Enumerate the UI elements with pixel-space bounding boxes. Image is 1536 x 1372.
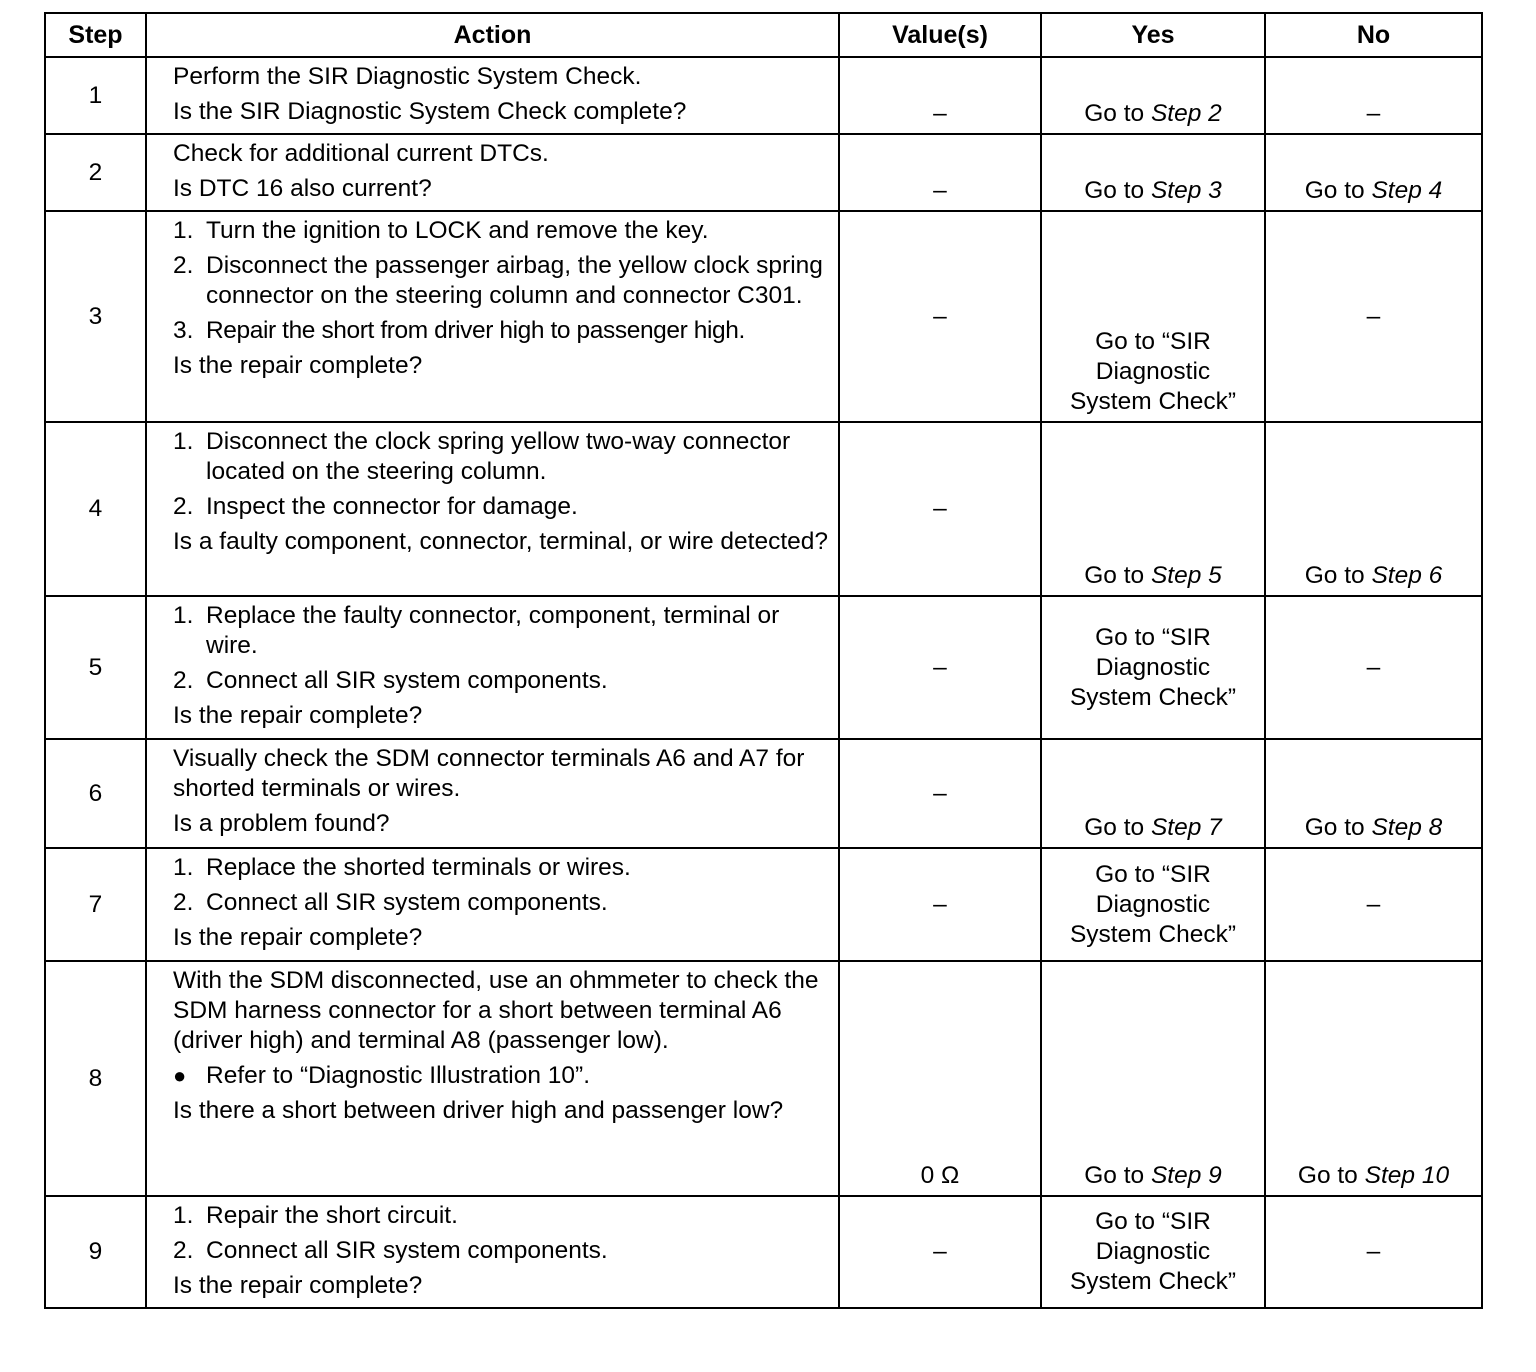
yes-goto-prefix: Go to: [1084, 814, 1145, 841]
yes-cell: [1041, 961, 1265, 1196]
no-goto-prefix: Go to: [1304, 177, 1365, 204]
yes-cell: [1041, 739, 1265, 848]
step-number: 2: [45, 134, 146, 211]
table-row-step-6: [45, 739, 1482, 848]
action-cell: [146, 211, 839, 422]
action-cell: [146, 848, 839, 961]
no-cell: –: [1265, 57, 1482, 134]
action-question: Is a faulty component, connector, terminal, or wire detected?: [173, 528, 829, 555]
table-row-step-4: [45, 422, 1482, 596]
no-cell: –: [1265, 596, 1482, 739]
no-cell: [1265, 134, 1482, 211]
action-text: Visually check the SDM connector terminals A6 and A7 for shorted terminals or wires.: [173, 745, 805, 802]
header-no: No: [1265, 13, 1482, 57]
action-question: Is the repair complete?: [173, 352, 423, 379]
yes-cell: Go to “SIR Diagnostic System Check”: [1041, 848, 1265, 961]
value-cell: –: [839, 211, 1041, 422]
yes-cell: Go to “SIR Diagnostic System Check”: [1041, 211, 1265, 422]
action-list-item: 3. Repair the short from driver high to passenger high.: [173, 317, 745, 344]
yes-cell: [1041, 57, 1265, 134]
yes-cell: [1041, 422, 1265, 596]
step-number: 3: [45, 211, 146, 422]
action-cell: [146, 422, 839, 596]
action-cell: [146, 596, 839, 739]
bullet-icon: ●: [173, 1063, 187, 1088]
header-step: Step: [45, 13, 146, 57]
step-number: 7: [45, 848, 146, 961]
action-text: Perform the SIR Diagnostic System Check.: [173, 63, 642, 90]
value-cell: 0 Ω: [839, 961, 1041, 1196]
value-cell: –: [839, 739, 1041, 848]
yes-goto-step: Step 7: [1150, 814, 1222, 841]
action-question: Is there a short between driver high and passenger low?: [173, 1097, 784, 1124]
action-bullet-item: ● Refer to “Diagnostic Illustration 10”.: [173, 1062, 590, 1089]
action-list-item: 1. Replace the shorted terminals or wires.: [173, 854, 631, 881]
diagnostic-table-page: [44, 12, 1481, 1309]
no-goto-prefix: Go to: [1304, 562, 1365, 589]
header-action: Action: [146, 13, 839, 57]
action-cell: [146, 739, 839, 848]
yes-goto-prefix: Go to: [1084, 1162, 1145, 1189]
yes-goto-step: Step 5: [1150, 562, 1222, 589]
action-text: With the SDM disconnected, use an ohmmeter to check the SDM harness connector for a short between terminal A6 (driver high) and terminal A8 (passenger low).: [173, 967, 819, 1054]
action-question: Is the repair complete?: [173, 1272, 423, 1299]
action-question: Is the SIR Diagnostic System Check complete?: [173, 98, 687, 125]
action-list-item: 2. Disconnect the passenger airbag, the yellow clock spring connector on the steering column and connector C301.: [173, 252, 823, 309]
yes-cell: [1041, 134, 1265, 211]
step-number: 5: [45, 596, 146, 739]
action-list-item: 1. Repair the short circuit.: [173, 1202, 458, 1229]
no-cell: [1265, 961, 1482, 1196]
action-list-item: 1. Replace the faulty connector, component, terminal or wire.: [173, 602, 780, 659]
action-list-item: 1. Turn the ignition to LOCK and remove the key.: [173, 217, 709, 244]
diagnostic-table: [44, 12, 1483, 1309]
yes-goto-step: Step 2: [1150, 100, 1222, 127]
value-cell: –: [839, 596, 1041, 739]
no-goto-prefix: Go to: [1297, 1162, 1358, 1189]
table-row-step-7: [45, 848, 1482, 961]
header-row: [45, 13, 1482, 57]
table-row-step-2: [45, 134, 1482, 211]
table-row-step-8: [45, 961, 1482, 1196]
value-cell: –: [839, 422, 1041, 596]
value-cell: –: [839, 848, 1041, 961]
no-goto-step: Step 10: [1364, 1162, 1450, 1189]
yes-goto-step: Step 9: [1150, 1162, 1222, 1189]
action-question: Is DTC 16 also current?: [173, 175, 432, 202]
yes-goto-prefix: Go to: [1084, 177, 1145, 204]
action-cell: [146, 134, 839, 211]
action-question: Is the repair complete?: [173, 924, 423, 951]
yes-cell: Go to “SIR Diagnostic System Check”: [1041, 596, 1265, 739]
no-goto-prefix: Go to: [1304, 814, 1365, 841]
no-cell: –: [1265, 848, 1482, 961]
step-number: 1: [45, 57, 146, 134]
no-goto-step: Step 8: [1371, 814, 1443, 841]
no-goto-step: Step 6: [1371, 562, 1443, 589]
no-goto-step: Step 4: [1371, 177, 1443, 204]
step-number: 6: [45, 739, 146, 848]
action-list-item: 2. Connect all SIR system components.: [173, 667, 608, 694]
no-cell: [1265, 422, 1482, 596]
no-cell: –: [1265, 211, 1482, 422]
action-list-item: 2. Connect all SIR system components.: [173, 1237, 608, 1264]
value-cell: –: [839, 134, 1041, 211]
table-row-step-9: [45, 1196, 1482, 1308]
action-list-item: 2. Connect all SIR system components.: [173, 889, 608, 916]
action-question: Is the repair complete?: [173, 702, 423, 729]
action-text: Check for additional current DTCs.: [173, 140, 549, 167]
action-cell: [146, 57, 839, 134]
action-list-item: 1. Disconnect the clock spring yellow two-way connector located on the steering column.: [173, 428, 791, 485]
step-number: 4: [45, 422, 146, 596]
value-cell: –: [839, 1196, 1041, 1308]
no-cell: –: [1265, 1196, 1482, 1308]
action-cell: [146, 1196, 839, 1308]
yes-goto-step: Step 3: [1150, 177, 1222, 204]
yes-goto-prefix: Go to: [1084, 100, 1145, 127]
step-number: 8: [45, 961, 146, 1196]
action-cell: [146, 961, 839, 1196]
header-values: Value(s): [839, 13, 1041, 57]
table-row-step-1: [45, 57, 1482, 134]
value-cell: –: [839, 57, 1041, 134]
table-row-step-5: [45, 596, 1482, 739]
no-cell: [1265, 739, 1482, 848]
action-list-item: 2. Inspect the connector for damage.: [173, 493, 578, 520]
action-question: Is a problem found?: [173, 810, 390, 837]
yes-cell: Go to “SIR Diagnostic System Check”: [1041, 1196, 1265, 1308]
table-row-step-3: [45, 211, 1482, 422]
yes-goto-prefix: Go to: [1084, 562, 1145, 589]
step-number: 9: [45, 1196, 146, 1308]
header-yes: Yes: [1041, 13, 1265, 57]
